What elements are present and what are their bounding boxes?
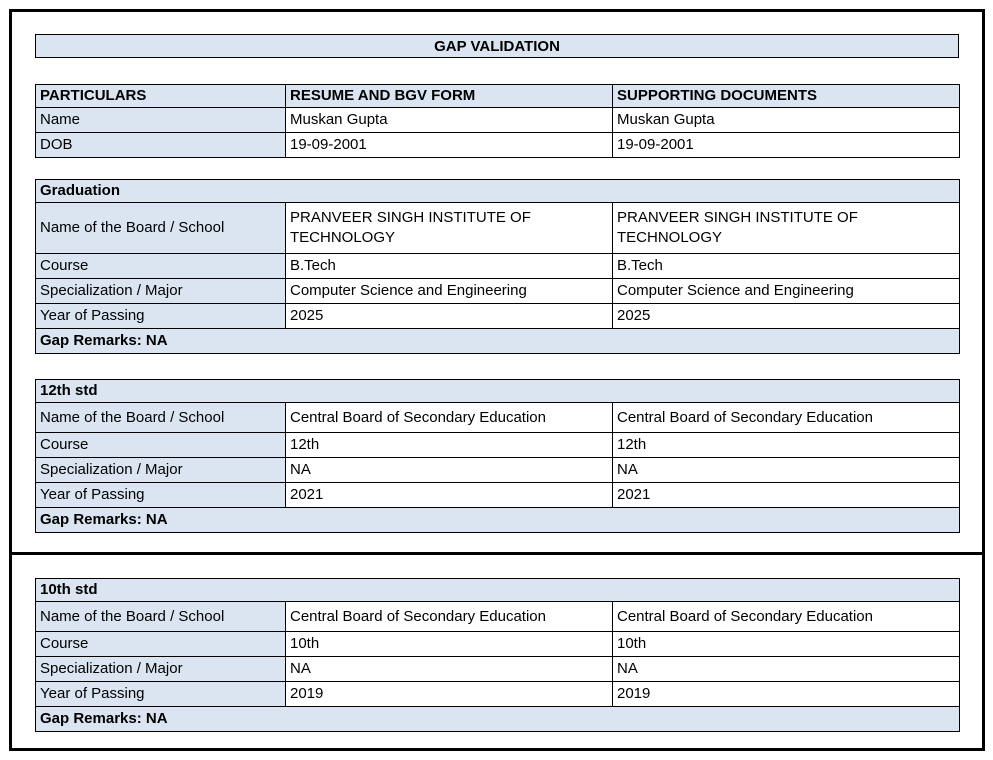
row-label: Name (36, 108, 286, 133)
supporting-value: 2025 (613, 304, 960, 329)
resume-value: 2025 (286, 304, 613, 329)
table-row-course (36, 632, 960, 657)
section-heading-row (36, 579, 960, 602)
table-row-board (36, 203, 960, 254)
section-heading: 12th std (36, 380, 960, 403)
table-row-board (36, 403, 960, 433)
resume-value: Computer Science and Engineering (286, 279, 613, 304)
gap-remarks: Gap Remarks: NA (36, 508, 960, 533)
graduation-table (35, 179, 960, 354)
resume-value: Central Board of Secondary Education (286, 602, 613, 632)
table-row-year (36, 483, 960, 508)
supporting-value: 12th (613, 433, 960, 458)
document-title-bar (35, 34, 959, 58)
gap-remarks-row (36, 707, 960, 732)
section-heading: 10th std (36, 579, 960, 602)
table-row-year (36, 304, 960, 329)
table-header-row (36, 85, 960, 108)
supporting-value: B.Tech (613, 254, 960, 279)
supporting-value: Central Board of Secondary Education (613, 602, 960, 632)
supporting-value: Central Board of Secondary Education (613, 403, 960, 433)
resume-value: PRANVEER SINGH INSTITUTE OF TECHNOLOGY (286, 203, 613, 254)
resume-value: NA (286, 458, 613, 483)
row-label: Course (36, 433, 286, 458)
row-label: Name of the Board / School (36, 203, 286, 254)
section-heading: Graduation (36, 180, 960, 203)
row-label: Specialization / Major (36, 458, 286, 483)
row-label: Year of Passing (36, 682, 286, 707)
table-row-specialization (36, 657, 960, 682)
resume-value: Muskan Gupta (286, 108, 613, 133)
table-row-year (36, 682, 960, 707)
column-header-particulars: PARTICULARS (36, 85, 286, 108)
resume-value: NA (286, 657, 613, 682)
document-title: GAP VALIDATION (434, 37, 560, 55)
resume-value: 10th (286, 632, 613, 657)
row-label: Course (36, 254, 286, 279)
supporting-value: 10th (613, 632, 960, 657)
supporting-value: 19-09-2001 (613, 133, 960, 158)
section-heading-row (36, 380, 960, 403)
row-label: Specialization / Major (36, 279, 286, 304)
section-heading-row (36, 180, 960, 203)
row-label: Name of the Board / School (36, 403, 286, 433)
gap-remarks-row (36, 329, 960, 354)
supporting-value: NA (613, 458, 960, 483)
column-header-supporting: SUPPORTING DOCUMENTS (613, 85, 960, 108)
gap-remarks: Gap Remarks: NA (36, 707, 960, 732)
row-label: Year of Passing (36, 304, 286, 329)
tenth-std-table (35, 578, 960, 732)
resume-value: B.Tech (286, 254, 613, 279)
table-row-name (36, 108, 960, 133)
resume-value: 19-09-2001 (286, 133, 613, 158)
table-row-board (36, 602, 960, 632)
table-row-specialization (36, 279, 960, 304)
gap-remarks: Gap Remarks: NA (36, 329, 960, 354)
table-row-dob (36, 133, 960, 158)
row-label: Specialization / Major (36, 657, 286, 682)
twelfth-std-table (35, 379, 960, 533)
resume-value: 12th (286, 433, 613, 458)
gap-remarks-row (36, 508, 960, 533)
table-row-course (36, 433, 960, 458)
table-row-course (36, 254, 960, 279)
row-label: Year of Passing (36, 483, 286, 508)
page-section-divider (9, 552, 985, 555)
row-label: Name of the Board / School (36, 602, 286, 632)
resume-value: Central Board of Secondary Education (286, 403, 613, 433)
table-row-specialization (36, 458, 960, 483)
supporting-value: PRANVEER SINGH INSTITUTE OF TECHNOLOGY (613, 203, 960, 254)
supporting-value: Computer Science and Engineering (613, 279, 960, 304)
row-label: Course (36, 632, 286, 657)
row-label: DOB (36, 133, 286, 158)
supporting-value: 2019 (613, 682, 960, 707)
supporting-value: 2021 (613, 483, 960, 508)
resume-value: 2019 (286, 682, 613, 707)
particulars-table (35, 84, 960, 158)
supporting-value: NA (613, 657, 960, 682)
supporting-value: Muskan Gupta (613, 108, 960, 133)
resume-value: 2021 (286, 483, 613, 508)
column-header-resume: RESUME AND BGV FORM (286, 85, 613, 108)
